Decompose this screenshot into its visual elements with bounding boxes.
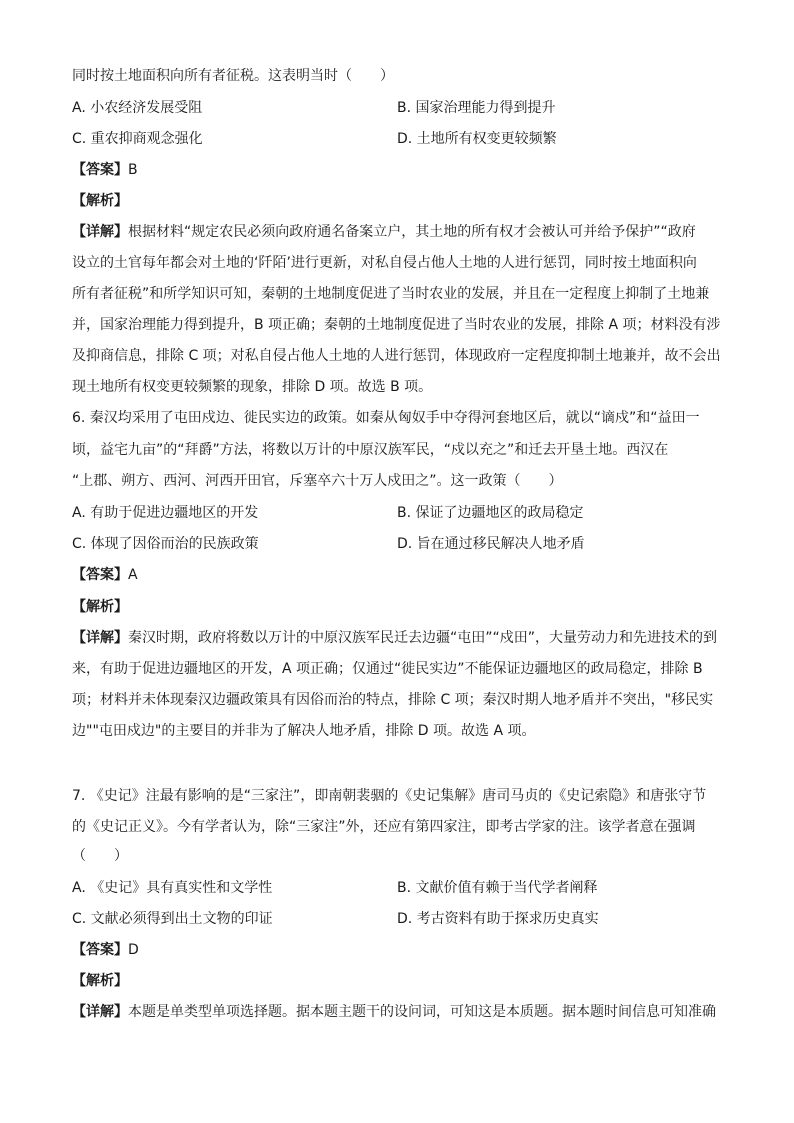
q5-option-b: B. 国家治理能力得到提升 — [397, 100, 556, 116]
detail-text: 根据材料“规定农民必须向政府通名备案立户，其土地的所有权才会被认可并给予保护”“政府 — [128, 224, 696, 240]
q5-detail-line: 及抑商信息，排除 C 项；对私自侵占他人土地的人进行惩罚，体现政府一定程度抑制土地兼并，故不会出 — [72, 348, 721, 364]
q5-detail-line: 设立的土官每年都会对土地的‘阡陌’进行更新，对私自侵占他人土地的人进行惩罚，同时按土地面积向 — [72, 255, 697, 271]
q5-detail-line — [72, 222, 696, 242]
detail-text: 本题是单类型单项选择题。据本题主题干的设问词，可知这是本质题。据本题时间信息可知准确 — [128, 1004, 716, 1020]
q5-analysis-tag: 【解析】 — [72, 193, 128, 209]
q6-analysis-tag: 【解析】 — [72, 599, 128, 615]
answer-tag: 【答案】 — [72, 162, 128, 178]
answer-value: A — [128, 567, 138, 583]
q6-detail-line: 来，有助于促进边疆地区的开发，A 项正确；仅通过“徙民实边”不能保证边疆地区的政局稳定，排除 B — [72, 661, 703, 677]
q7-option-b: B. 文献价值有赖于当代学者阐释 — [397, 880, 598, 896]
q5-stem-tail: 同时按土地面积向所有者征税。这表明当时（ ） — [72, 68, 394, 84]
q7-stem-line: 的《史记正义》。今有学者认为，除“三家注”外，还应有第四家注，即考古学家的注。该学者意在强调 — [72, 819, 696, 835]
q7-stem-line: 7. 《史记》注最有影响的是“三家注”，即南朝裴骃的《史记集解》唐司马贞的《史记索隐》和唐张守节 — [72, 788, 707, 804]
q6-option-d: D. 旨在通过移民解决人地矛盾 — [397, 536, 585, 552]
q7-option-d: D. 考古资料有助于探求历史真实 — [397, 911, 599, 927]
q5-option-d: D. 土地所有权变更较频繁 — [397, 131, 557, 147]
q5-detail-line: 所有者征税”和所学知识可知，秦朝的土地制度促进了当时农业的发展，并且在一定程度上抑制了土地兼 — [72, 286, 710, 302]
q6-stem-line: “上郡、朔方、西河、河西开田官，斥塞卒六十万人戍田之”。这一政策（ ） — [72, 473, 563, 489]
answer-tag: 【答案】 — [72, 942, 128, 958]
q7-option-a: A. 《史记》具有真实性和文学性 — [72, 880, 273, 896]
q5-detail-line: 并，国家治理能力得到提升，B 项正确；秦朝的土地制度促进了当时农业的发展，排除 A 项；材料没有涉 — [72, 317, 721, 333]
q6-stem-line: 6. 秦汉均采用了屯田戍边、徙民实边的政策。如秦从匈奴手中夺得河套地区后，就以“谪戍”和“益田一 — [72, 410, 700, 426]
q6-detail-line — [72, 628, 717, 648]
q6-stem-line: 顷，益宅九亩”的“拜爵”方法，将数以万计的中原汉族军民，“戍以充之”和迁去开垦土地。西汉在 — [72, 442, 669, 458]
detail-tag: 【详解】 — [72, 1004, 128, 1020]
q6-option-a: A. 有助于促进边疆地区的开发 — [72, 505, 259, 521]
q5-option-a: A. 小农经济发展受阻 — [72, 100, 203, 116]
q6-answer — [72, 565, 138, 585]
answer-value: B — [128, 162, 138, 178]
q5-answer — [72, 160, 138, 180]
q7-analysis-tag: 【解析】 — [72, 973, 128, 989]
detail-tag: 【详解】 — [72, 224, 128, 240]
answer-value: D — [128, 942, 139, 958]
q7-detail-line — [72, 1002, 716, 1022]
detail-tag: 【详解】 — [72, 630, 128, 646]
q6-option-b: B. 保证了边疆地区的政局稳定 — [397, 505, 584, 521]
q6-detail-line: 项；材料并未体现秦汉边疆政策具有因俗而治的特点，排除 C 项；秦汉时期人地矛盾并不突出，"移民实 — [72, 692, 714, 708]
q5-option-c: C. 重农抑商观念强化 — [72, 131, 203, 147]
q6-detail-line: 边""屯田戍边"的主要目的并非为了解决人地矛盾，排除 D 项。故选 A 项。 — [72, 723, 536, 739]
q7-stem-line: （ ） — [72, 848, 128, 864]
q5-detail-line: 现土地所有权变更较频繁的现象，排除 D 项。故选 B 项。 — [72, 379, 433, 395]
q6-option-c: C. 体现了因俗而治的民族政策 — [72, 536, 259, 552]
answer-tag: 【答案】 — [72, 567, 128, 583]
detail-text: 秦汉时期，政府将数以万计的中原汉族军民迁去边疆“屯田”“戍田”，大量劳动力和先进技术的到 — [128, 630, 718, 646]
q7-answer — [72, 940, 139, 960]
q7-option-c: C. 文献必须得到出土文物的印证 — [72, 911, 273, 927]
